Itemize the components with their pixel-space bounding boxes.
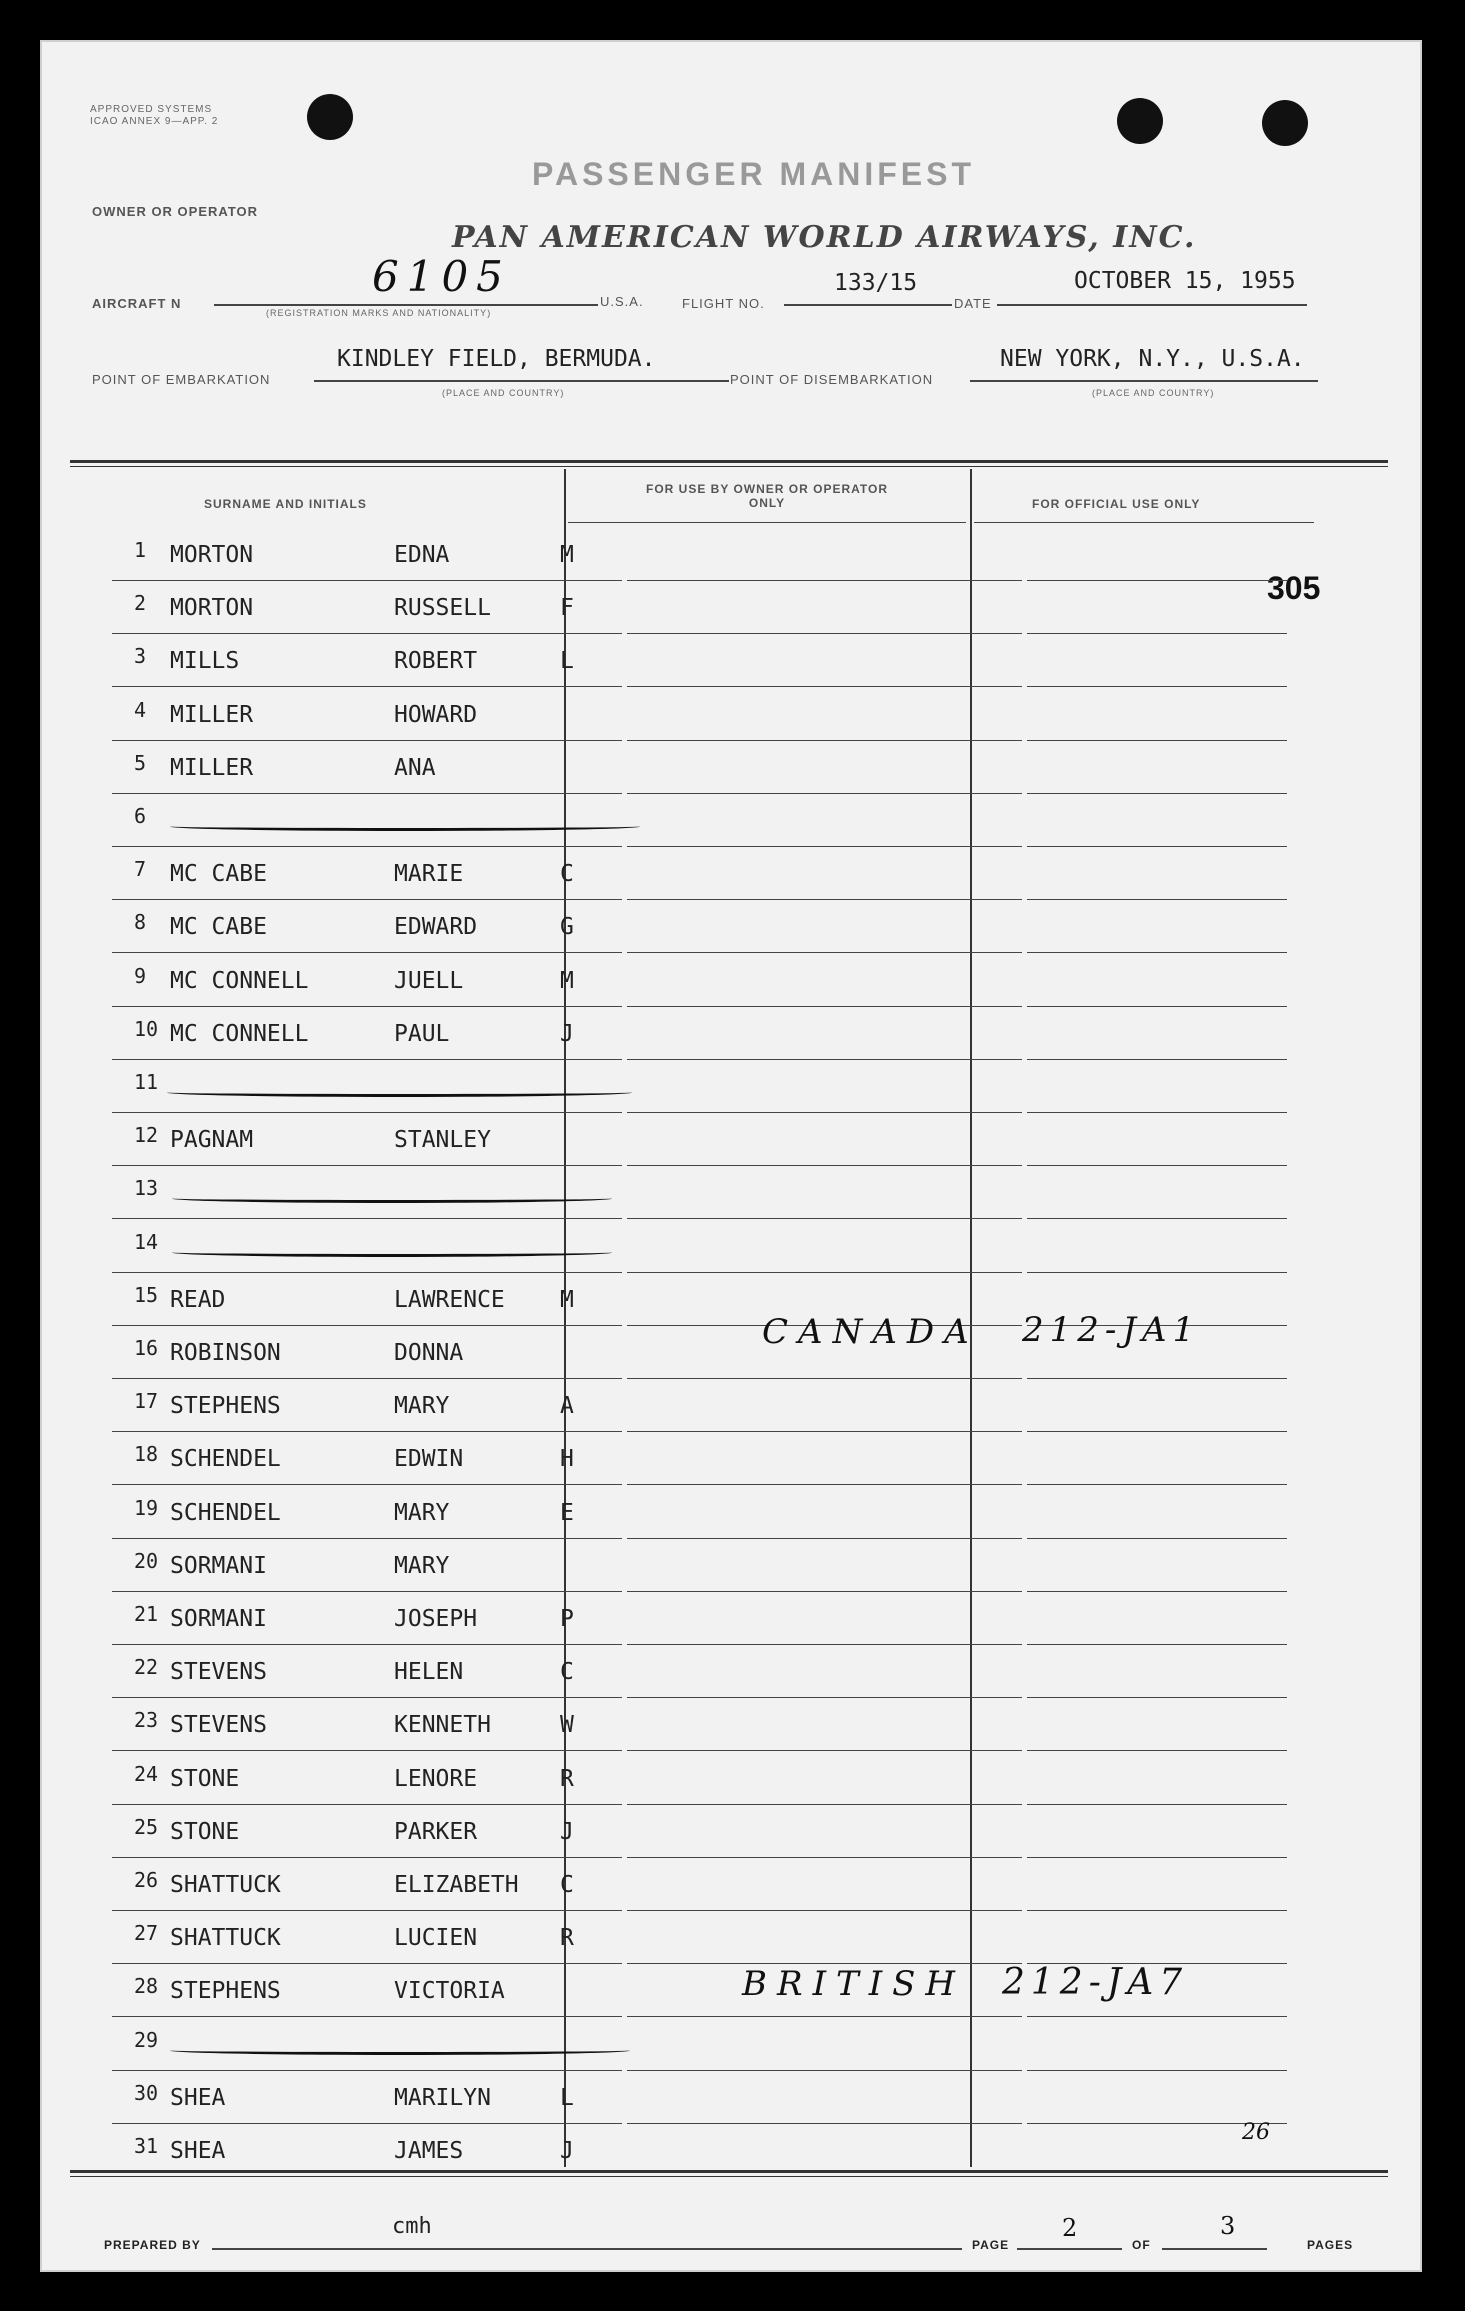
row-number: 9: [134, 963, 147, 988]
row-number: 19: [134, 1495, 159, 1520]
strikethrough-line: [167, 1088, 632, 1097]
row16-country: CANADA: [762, 1312, 979, 1352]
punch-hole-center: [1117, 98, 1163, 144]
strikethrough-line: [172, 1194, 612, 1203]
surname: MILLS: [170, 648, 240, 675]
table-row: [112, 2018, 1287, 2071]
surname: MORTON: [170, 542, 254, 568]
table-row: [112, 1166, 1287, 1219]
given-name: HOWARD: [394, 701, 478, 728]
pages-label: PAGES: [1307, 2238, 1354, 2252]
table-row: [112, 2071, 1287, 2124]
given-name: LAWRENCE: [394, 1286, 505, 1313]
page-value: 2: [1062, 2214, 1078, 2242]
row-number: 23: [134, 1708, 159, 1733]
embark-caption: (PLACE AND COUNTRY): [442, 388, 565, 398]
surname: SHEA: [170, 2138, 226, 2164]
row28-code: 212-JA7: [1002, 1962, 1189, 2003]
disembark-caption: (PLACE AND COUNTRY): [1092, 388, 1215, 398]
page-label: PAGE: [972, 2238, 1010, 2252]
table-row: [112, 1379, 1287, 1432]
row-number: 6: [134, 804, 147, 828]
surname: MC CABE: [170, 914, 267, 941]
given-name: PAUL: [394, 1020, 450, 1047]
surname: SHATTUCK: [170, 1925, 281, 1952]
given-name: MARIE: [394, 861, 464, 888]
company-name: PAN AMERICAN WORLD AIRWAYS, INC.: [452, 220, 1197, 255]
surname: STEPHENS: [170, 1978, 281, 2005]
flight-label: FLIGHT NO.: [682, 296, 765, 311]
row-number: 3: [134, 644, 147, 669]
aircraft-value: 6105: [372, 252, 511, 301]
middle-initial: G: [560, 914, 574, 941]
given-name: EDWARD: [394, 914, 478, 941]
row-number: 21: [134, 1602, 159, 1626]
prepared-by-value: cmh: [392, 2214, 432, 2239]
table-row: [112, 1220, 1287, 1273]
middle-initial: A: [560, 1393, 574, 1420]
aircraft-label: AIRCRAFT N: [92, 296, 182, 311]
given-name: DONNA: [394, 1340, 464, 1366]
surname: MC CONNELL: [170, 1020, 309, 1047]
surname: PAGNAM: [170, 1127, 254, 1154]
middle-initial: W: [560, 1712, 574, 1739]
row-number: 15: [134, 1282, 159, 1307]
middle-initial: R: [560, 1765, 574, 1792]
approval-stamp: APPROVED SYSTEMS ICAO ANNEX 9—APP. 2: [90, 104, 219, 127]
strikethrough-line: [170, 822, 640, 831]
given-name: ELIZABETH: [394, 1872, 519, 1898]
given-name: JUELL: [394, 967, 464, 994]
surname: MILLER: [170, 754, 254, 781]
table-row: [112, 900, 1287, 953]
middle-initial: J: [560, 1818, 574, 1845]
row-number: 11: [134, 1070, 159, 1094]
given-name: MARILYN: [394, 2084, 491, 2111]
row-number: 16: [134, 1336, 159, 1360]
surname: MC CABE: [170, 861, 267, 888]
surname: STONE: [170, 1818, 240, 1845]
row-number: 27: [134, 1921, 159, 1946]
row-number: 24: [134, 1761, 159, 1786]
manifest-page: [40, 40, 1422, 2272]
row-number: 18: [134, 1442, 159, 1467]
row16-code: 212-JA1: [1022, 1310, 1201, 1350]
given-name: VICTORIA: [394, 1978, 505, 2005]
strikethrough-line: [172, 1248, 612, 1257]
official-number: 305: [1267, 570, 1321, 606]
row-number: 20: [134, 1548, 159, 1573]
middle-initial: M: [560, 1286, 574, 1313]
of-label: OF: [1132, 2238, 1151, 2252]
column-header-surname: SURNAME AND INITIALS: [204, 497, 367, 511]
owner-label: OWNER OR OPERATOR: [92, 204, 259, 219]
page-title: PASSENGER MANIFEST: [532, 156, 975, 192]
given-name: ANA: [394, 754, 436, 781]
table-row: [112, 1805, 1287, 1858]
column-header-official-use: FOR OFFICIAL USE ONLY: [1032, 497, 1201, 511]
surname: SHEA: [170, 2084, 226, 2111]
table-row: [112, 634, 1287, 687]
row-number: 13: [134, 1176, 159, 1201]
given-name: EDWIN: [394, 1446, 464, 1473]
table-row: [112, 1752, 1287, 1805]
surname: MORTON: [170, 595, 254, 622]
row-number: 14: [134, 1229, 159, 1254]
column-header-owner-use: FOR USE BY OWNER OR OPERATOR ONLY: [645, 482, 889, 510]
row-number: 17: [134, 1389, 159, 1414]
strikethrough-line: [170, 2046, 630, 2055]
registration-caption: (REGISTRATION MARKS AND NATIONALITY): [266, 308, 492, 318]
surname: MC CONNELL: [170, 967, 309, 994]
middle-initial: R: [560, 1925, 574, 1952]
middle-initial: C: [560, 1872, 574, 1898]
row28-country: BRITISH: [742, 1964, 966, 2004]
table-row: [112, 794, 1287, 847]
surname: ROBINSON: [170, 1340, 281, 1366]
given-name: PARKER: [394, 1818, 478, 1845]
table-row: [112, 741, 1287, 794]
punch-hole-right: [1262, 100, 1308, 146]
middle-initial: M: [560, 542, 574, 568]
given-name: MARY: [394, 1552, 450, 1579]
row-number: 12: [134, 1123, 159, 1148]
middle-initial: C: [560, 861, 574, 888]
given-name: LENORE: [394, 1765, 478, 1792]
row-number: 22: [134, 1655, 159, 1680]
given-name: LUCIEN: [394, 1925, 478, 1952]
table-row: [112, 1858, 1287, 1911]
disembark-label: POINT OF DISEMBARKATION: [730, 372, 934, 387]
date-value: OCTOBER 15, 1955: [1074, 268, 1296, 294]
date-label: DATE: [954, 296, 992, 311]
surname: SORMANI: [170, 1606, 267, 1632]
embark-label: POINT OF EMBARKATION: [92, 372, 271, 387]
nationality-label: U.S.A.: [600, 294, 644, 309]
table-row: [112, 528, 1287, 581]
row-number: 7: [134, 857, 147, 882]
table-row: [112, 1698, 1287, 1751]
row-number: 10: [134, 1016, 159, 1041]
row-number: 30: [134, 2080, 159, 2105]
surname: STEPHENS: [170, 1393, 281, 1420]
table-row: [112, 1007, 1287, 1060]
table-row: [112, 1645, 1287, 1698]
table-row: [112, 1486, 1287, 1539]
table-row: [112, 1113, 1287, 1166]
row-number: 29: [134, 2027, 159, 2052]
middle-initial: C: [560, 1659, 574, 1686]
middle-initial: E: [560, 1499, 574, 1526]
surname: READ: [170, 1286, 226, 1313]
surname: STEVENS: [170, 1659, 267, 1686]
middle-initial: H: [560, 1446, 574, 1473]
table-row: [112, 1060, 1287, 1113]
surname: SCHENDEL: [170, 1499, 281, 1526]
middle-initial: J: [560, 2138, 574, 2164]
given-name: HELEN: [394, 1659, 464, 1686]
table-row: [112, 954, 1287, 1007]
given-name: MARY: [394, 1393, 450, 1420]
row-number: 28: [134, 1974, 159, 1999]
margin-mark: 26: [1242, 2120, 1270, 2145]
given-name: KENNETH: [394, 1712, 491, 1739]
given-name: JOSEPH: [394, 1606, 478, 1632]
embark-value: KINDLEY FIELD, BERMUDA.: [337, 346, 656, 372]
surname: STONE: [170, 1765, 240, 1792]
table-row: [112, 1592, 1287, 1645]
row-number: 8: [134, 910, 147, 935]
middle-initial: M: [560, 967, 574, 994]
disembark-value: NEW YORK, N.Y., U.S.A.: [1000, 346, 1305, 372]
row-number: 2: [134, 591, 147, 616]
surname: STEVENS: [170, 1712, 267, 1739]
flight-value: 133/15: [834, 270, 918, 296]
given-name: MARY: [394, 1499, 450, 1526]
row-number: 31: [134, 2134, 159, 2158]
given-name: JAMES: [394, 2138, 464, 2164]
table-row: [112, 1539, 1287, 1592]
row-number: 5: [134, 750, 147, 775]
middle-initial: J: [560, 1020, 574, 1047]
row-number: 4: [134, 697, 147, 722]
given-name: EDNA: [394, 542, 450, 568]
surname: SCHENDEL: [170, 1446, 281, 1473]
given-name: RUSSELL: [394, 595, 491, 622]
middle-initial: L: [560, 648, 574, 675]
table-row: [112, 847, 1287, 900]
surname: SORMANI: [170, 1552, 267, 1579]
row-number: 26: [134, 1868, 159, 1892]
table-row: [112, 581, 1287, 634]
given-name: STANLEY: [394, 1127, 491, 1154]
row-number: 1: [134, 538, 147, 562]
given-name: ROBERT: [394, 648, 478, 675]
surname: SHATTUCK: [170, 1872, 281, 1898]
table-row: [112, 688, 1287, 741]
of-value: 3: [1220, 2212, 1236, 2240]
middle-initial: P: [560, 1606, 574, 1632]
middle-initial: F: [560, 595, 574, 622]
row-number: 25: [134, 1814, 159, 1839]
middle-initial: L: [560, 2084, 574, 2111]
prepared-by-label: PREPARED BY: [104, 2238, 201, 2252]
surname: MILLER: [170, 701, 254, 728]
punch-hole-left: [307, 94, 353, 140]
table-row: [112, 1911, 1287, 1964]
table-row: [112, 1432, 1287, 1485]
